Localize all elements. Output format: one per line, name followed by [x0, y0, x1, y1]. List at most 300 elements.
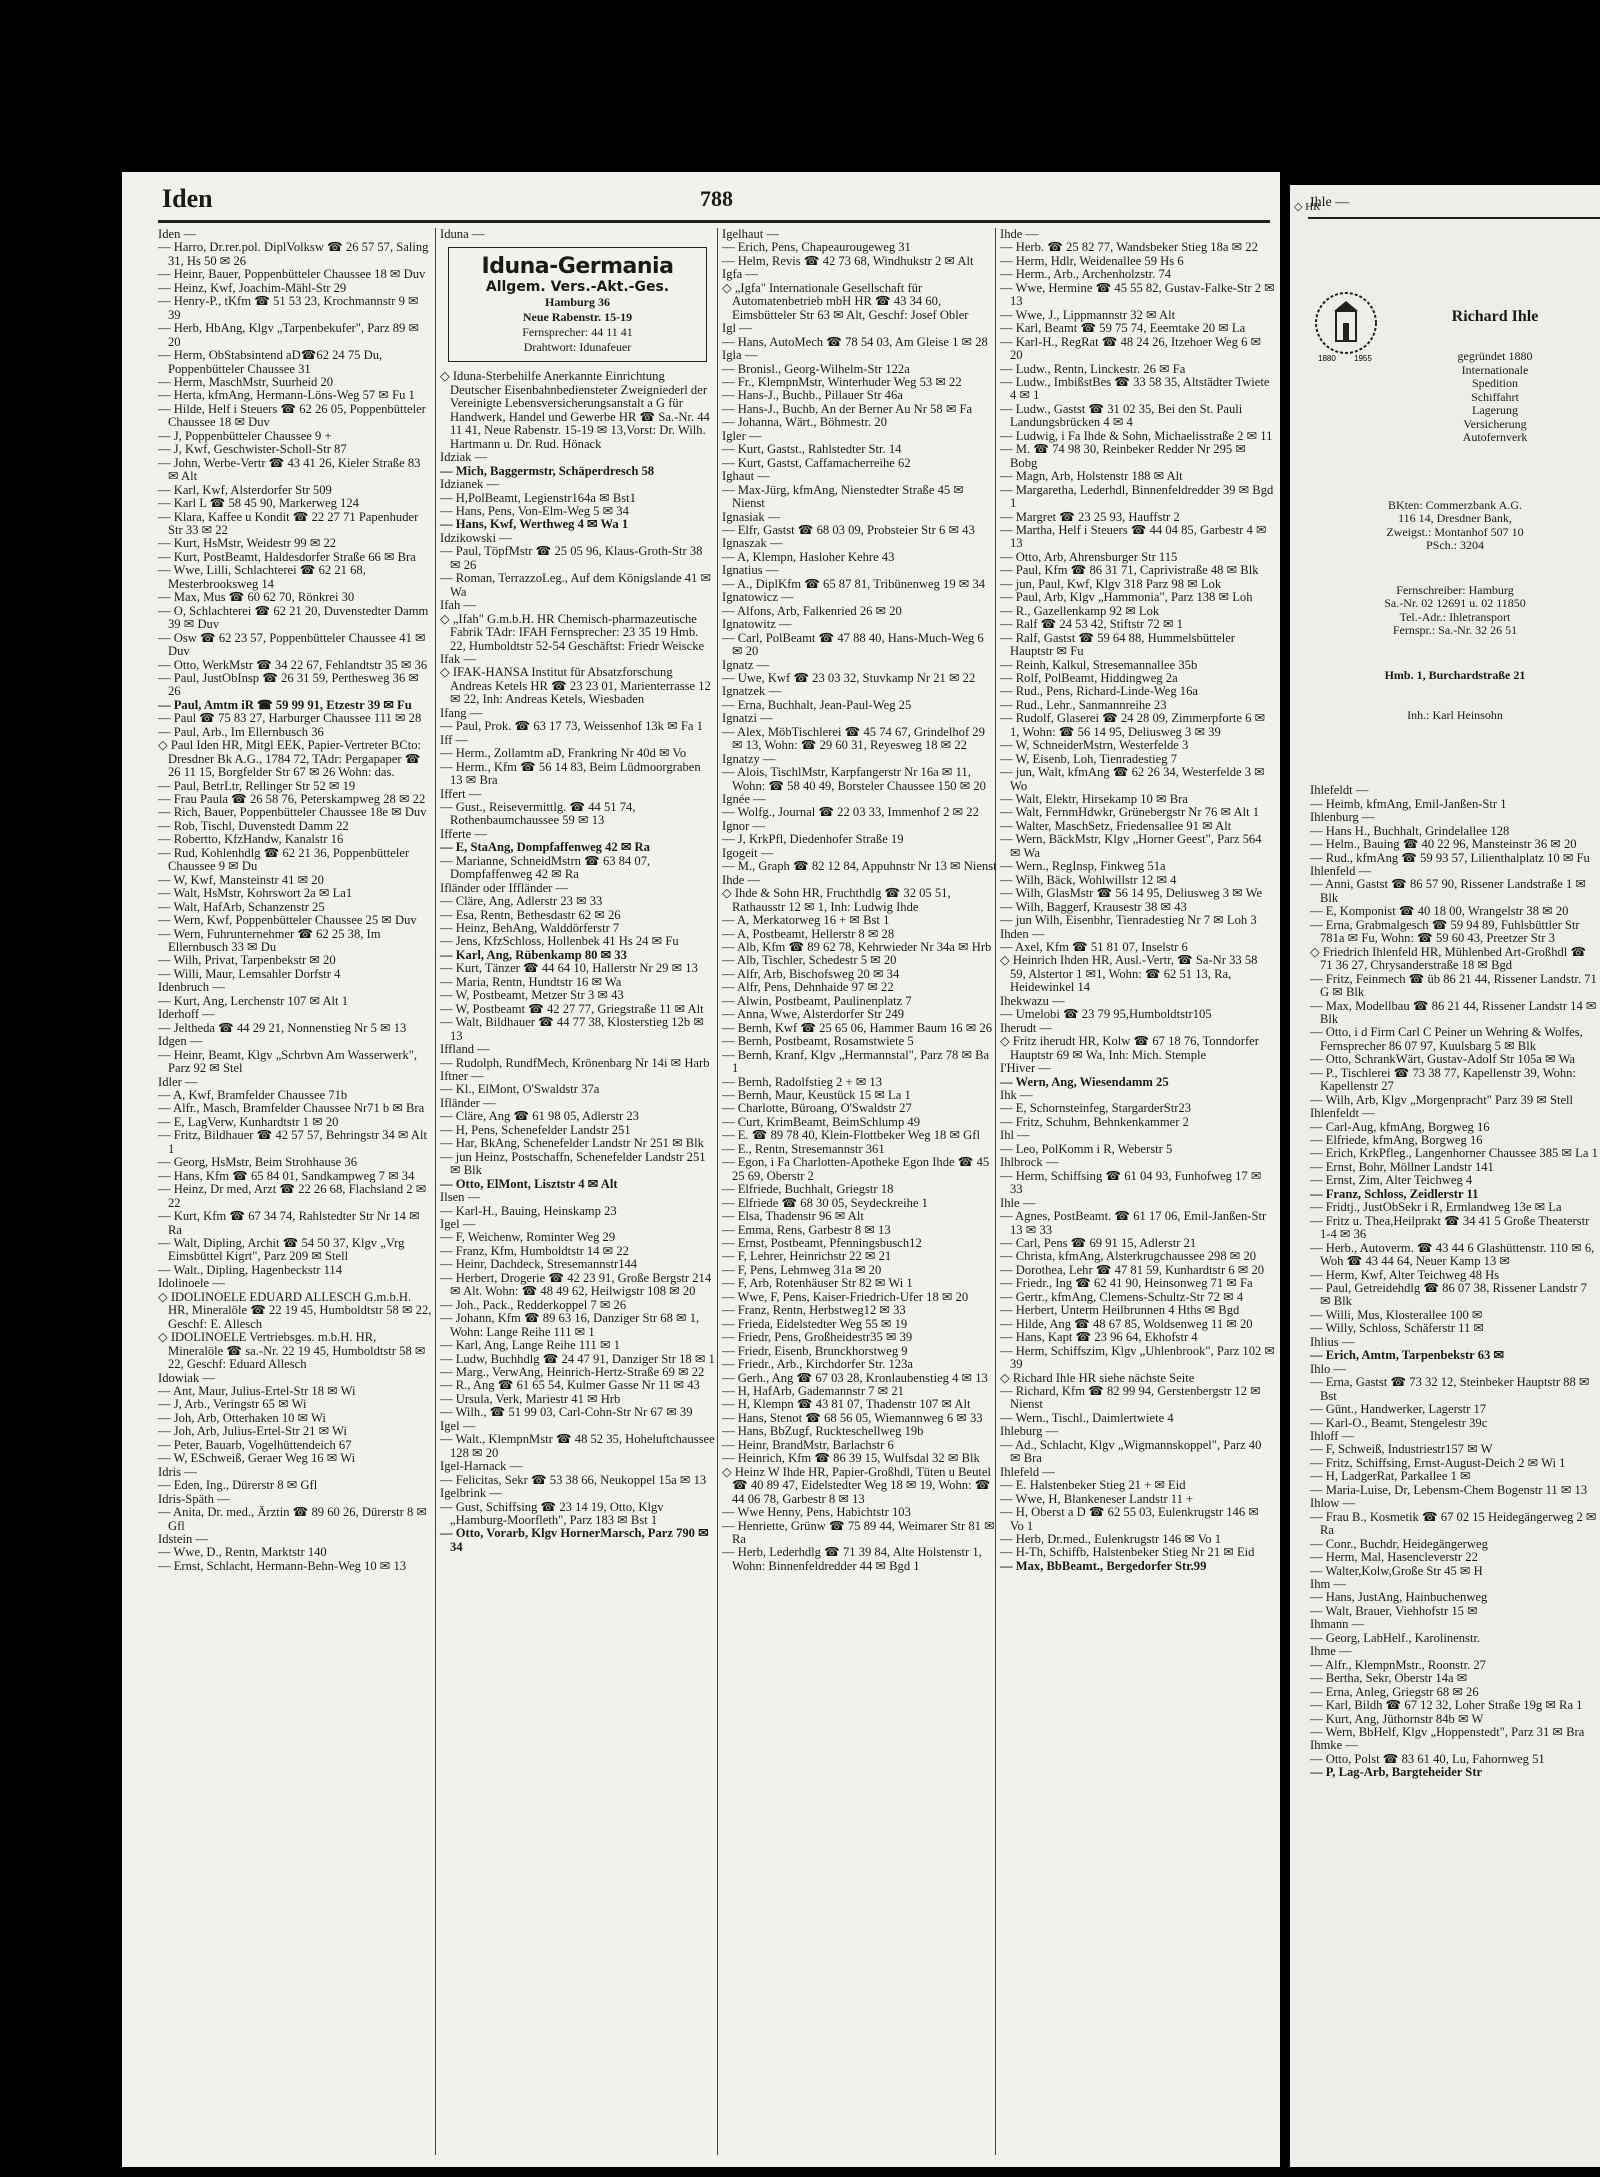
directory-entry: — Heinz, BehAng, Walddörferstr 7 — [440, 921, 620, 936]
directory-entry: — Frau Paula ☎ 26 58 76, Peterskampweg 28 ✉ 22 — [158, 792, 426, 807]
directory-entry: — R., Ang ☎ 61 65 54, Kulmer Gasse Nr 11 ✉ 43 — [440, 1378, 700, 1393]
directory-entry: — Rud., Lehr., Sanmannreihe 23 — [1000, 697, 1167, 712]
directory-entry: — Ludw., Rentn, Linckestr. 26 ✉ Fa — [1000, 361, 1186, 376]
surname-heading: Igla — — [722, 348, 758, 363]
directory-entry: — Ernst, Schlacht, Hermann-Behn-Weg 10 ✉ 13 — [158, 1558, 407, 1573]
directory-entry: — Kurt, PostBeamt, Haldesdorfer Straße 66 ✉ Bra — [158, 549, 416, 564]
directory-entry: — Rob, Tischl, Duvenstedt Damm 22 — [158, 818, 349, 833]
ad-line: Allgem. Vers.-Akt.-Ges. — [485, 279, 670, 296]
directory-entry: — A, Klempn, Hasloher Kehre 43 — [722, 549, 895, 564]
directory-entry: — Heinr, BrandMstr, Barlachstr 6 — [722, 1437, 894, 1452]
surname-heading: Igogeit — — [722, 845, 774, 860]
directory-entry: — Robertto, KfzHandw, Kanalstr 16 — [158, 832, 344, 847]
surname-heading: Ifah — — [440, 598, 477, 613]
directory-entry: — Heinr, Beamt, Klgv „Schrbvn Am Wasserwerk", Parz 92 ✉ Stel — [158, 1047, 421, 1076]
directory-entry: — Cläre, Ang ☎ 61 98 05, Adlerstr 23 — [440, 1109, 639, 1124]
directory-entry: — Alfr., Masch, Bramfelder Chaussee Nr71 b ✉ Bra — [158, 1101, 425, 1116]
directory-entry: — Umelobi ☎ 23 79 95,Humboldtstr105 — [1000, 1007, 1212, 1022]
directory-entry: — Wilh., ☎ 51 99 03, Carl-Cohn-Str Nr 67 ✉ 39 — [440, 1405, 693, 1420]
directory-entry: — Erich, Pens, Chapeaurougeweg 31 — [722, 240, 911, 255]
surname-heading: Ifländer — — [440, 1095, 496, 1110]
directory-entry: — Willi, Mus, Klosterallee 100 ✉ — [1310, 1307, 1483, 1322]
surname-heading: Idzianek — — [440, 477, 500, 492]
directory-entry: ◇ Paul Iden HR, Mitgl EEK, Papier-Vertreter BCto: Dresdner Bk A.G., 1784 72, TAdr: Pergapaper ☎ 26 11 15, Borgfelder Str 67 ✉ 26 Wohn: das. — [158, 738, 425, 780]
directory-entry: — Magn, Arb, Holstenstr 188 ✉ Alt — [1000, 469, 1183, 484]
surname-heading: Idenbruch — — [158, 980, 225, 995]
surname-heading: Iderhoff — — [158, 1007, 215, 1022]
directory-entry: — Paul, Arb., Im Ellernbusch 36 — [158, 724, 324, 739]
directory-entry: — Gust., Reisevermittlg. ☎ 44 51 74, Rothenbaumchaussee 59 ✉ 13 — [440, 799, 639, 828]
surname-heading: Iff — — [440, 732, 469, 747]
ad-text-line: Sa.-Nr. 02 12691 u. 02 11850 — [1384, 596, 1526, 611]
surname-heading: Ighaut — — [722, 469, 770, 484]
directory-entry: — Wolfg., Journal ☎ 22 03 33, Immenhof 2 ✉ 22 — [722, 805, 979, 820]
directory-entry: — Bernh, Postbeamt, Rosamstwiete 5 — [722, 1034, 914, 1049]
surname-heading: Idowiak — — [158, 1370, 216, 1385]
directory-entry: — Kurt, HsMstr, Weidestr 99 ✉ 22 — [158, 536, 337, 551]
directory-entry: — E, Komponist ☎ 40 18 00, Wrangelstr 38 ✉ 20 — [1310, 904, 1569, 919]
directory-entry: — F, Arb, Rotenhäuser Str 82 ✉ Wi 1 — [722, 1276, 913, 1291]
directory-entry: — Paul, Amtm iR ☎ 59 99 91, Etzestr 39 ✉ Fu — [158, 697, 412, 712]
directory-entry: — Elsa, Thadenstr 96 ✉ Alt — [722, 1209, 864, 1224]
directory-entry: — Ludw., Gastst ☎ 31 02 35, Bei den St. Pauli Landungsbrücken 4 ✉ 4 — [1000, 401, 1246, 430]
directory-entry: — Fr., KlempnMstr, Winterhuder Weg 53 ✉ 22 — [722, 374, 962, 389]
directory-entry: — Karl-O., Beamt, Stengelestr 39c — [1310, 1415, 1488, 1430]
surname-heading: Ilsen — — [440, 1190, 481, 1205]
directory-entry: — Wwe, J., Lippmannstr 32 ✉ Alt — [1000, 307, 1176, 322]
ad-text-line: BKten: Commerzbank A.G. — [1388, 497, 1522, 512]
directory-entry: — Bertha, Sekr, Oberstr 14a ✉ — [1310, 1671, 1468, 1686]
directory-entry: ◇ Iduna-Sterbehilfe Anerkannte Einrichtung Deutscher Eisenbahnbediensteter Zweigniederl der Vereinigte Lebensversicherungsanstalt a G für Handwerk, Handel und Gewerbe HR ☎ Sa.-Nr. 44 11 41, Neue Rabenstr. 15-19 ✉ 13,Vorst: Dr. Wilh. Hartmann u. Dr. Rud. Hönack — [440, 369, 713, 451]
directory-entry: — M., Graph ☎ 82 12 84, Appuhnstr Nr 13 ✉ Nienst — [722, 859, 997, 874]
directory-entry: — Heimb, kfmAng, Emil-Janßen-Str 1 — [1310, 796, 1507, 811]
ad-line: Neue Rabenstr. 15-19 — [522, 310, 633, 325]
surname-heading: Ihde — — [1000, 227, 1039, 241]
directory-entry: ◇ „Igfa" Internationale Gesellschaft für Automatenbetrieb mbH HR ☎ 43 34 60, Eimsbütteler Str 63 ✉ Alt, Geschf: Josef Obler — [722, 280, 969, 322]
directory-entry: — Alois, TischlMstr, Karpfangerstr Nr 16a ✉ 11, Wohn: ☎ 58 40 49, Borsteler Chaussee 150 ✉ 20 — [722, 765, 986, 793]
directory-entry: — Klara, Kaffee u Kondit ☎ 22 27 71 Papenhuder Str 33 ✉ 22 — [158, 509, 422, 537]
directory-entry: — Ernst, Bohr, Möllner Landstr 141 — [1310, 1159, 1494, 1174]
directory-entry: — Bernh, Radolfstieg 2 + ✉ 13 — [722, 1074, 883, 1089]
ad-company-name: Richard Ihle — [1451, 307, 1539, 325]
directory-entry: — Erich, Amtm, Tarpenbekstr 63 ✉ — [1310, 1348, 1504, 1363]
surname-heading: Igel — — [440, 1217, 476, 1231]
directory-entry: — F, Pens, Lehmweg 31a ✉ 20 — [722, 1262, 882, 1277]
directory-entry: — Elfriede, Buchhalt, Griegstr 18 — [722, 1182, 894, 1197]
directory-entry: — Eden, Ing., Dürerstr 8 ✉ Gfl — [158, 1478, 318, 1493]
directory-entry: — H, HafArb, Gademannstr 7 ✉ 21 — [722, 1383, 904, 1398]
directory-column-2 — [440, 227, 718, 2157]
ad-text-line: Spedition — [1471, 376, 1518, 391]
directory-entry: — M. ☎ 74 98 30, Reinbeker Redder Nr 295 ✉ Bobg — [1000, 442, 1250, 470]
surname-heading: Igel-Harnack — — [440, 1459, 523, 1474]
directory-entry: ◇ Heinrich Ihden HR, Ausl.-Vertr, ☎ Sa-Nr 33 58 59, Alstertor 1 ✉1, Wohn: ☎ 62 51 13, Ra, Heidewinkel 14 — [1000, 953, 1261, 995]
directory-entry: — Friedr., Arb., Kirchdorfer Str. 123a — [722, 1357, 913, 1372]
directory-entry: — H, LadgerRat, Parkallee 1 ✉ — [1310, 1469, 1471, 1484]
emblem-year-end: 1955 — [1354, 353, 1372, 363]
directory-entry: — Walt, Elektr, Hirsekamp 10 ✉ Bra — [1000, 792, 1188, 807]
surname-heading: Igl — — [722, 321, 752, 336]
directory-entry: — Gerh., Ang ☎ 67 03 28, Kronlaubenstieg 4 ✉ 13 — [722, 1370, 988, 1385]
directory-entry: — Kurt, Gastst., Rahlstedter Str. 14 — [722, 442, 902, 457]
directory-entry: — Agnes, PostBeamt. ☎ 61 17 06, Emil-Janßen-Str 13 ✉ 33 — [1000, 1209, 1270, 1237]
directory-entry: — Emma, Rens, Garbestr 8 ✉ 13 — [722, 1222, 891, 1237]
directory-entry: — Willi, Maur, Lemsahler Dorfstr 4 — [158, 966, 341, 981]
directory-entry: — Alfons, Arb, Falkenried 26 ✉ 20 — [722, 603, 902, 618]
surname-heading: Igel — — [440, 1418, 476, 1433]
directory-entry: — Reinh, Kalkul, Stresemannallee 35b — [1000, 657, 1198, 672]
directory-entry: — Henry-P., tKfm ☎ 51 53 23, Krochmannstr 9 ✉ 39 — [158, 294, 422, 322]
directory-entry: — A, Kwf, Bramfelder Chaussee 71b — [158, 1088, 348, 1102]
ad-text-line: gegründet 1880 — [1457, 349, 1533, 364]
directory-entry: — Alfr, Pens, Dehnhaide 97 ✉ 22 — [722, 980, 894, 995]
directory-entry: — Ralf ☎ 24 53 42, Stiftstr 72 ✉ 1 — [1000, 617, 1183, 632]
surname-heading: Igelhaut — — [722, 227, 780, 241]
directory-entry: — Hans H., Buchhalt, Grindelallee 128 — [1310, 823, 1510, 838]
surname-heading: Ifländer oder Iffländer — — [440, 880, 569, 895]
directory-entry: — Axel, Kfm ☎ 51 81 07, Inselstr 6 — [1000, 940, 1188, 955]
surname-heading: Ifak — — [440, 651, 477, 666]
directory-entry: — Joh, Arb, Julius-Ertel-Str 21 ✉ Wi — [158, 1424, 347, 1439]
directory-entry: — John, Werbe-Vertr ☎ 43 41 26, Kieler Straße 83 ✉ Alt — [158, 455, 424, 484]
directory-entry: — Gust, Schiffsing ☎ 23 14 19, Otto, Klgv „Hamburg-Moorfleth", Parz 183 ✉ Bst 1 — [440, 1499, 667, 1527]
directory-entry: — Alex, MöbTischlerei ☎ 45 74 67, Grindelhof 29 ✉ 13, Wohn: ☎ 29 60 31, Reyesweg 18 ✉ 22 — [722, 724, 989, 753]
directory-entry: ◇ IDOLINOELE EDUARD ALLESCH G.m.b.H. HR, Mineralöle ☎ 22 19 45, Humboldtstr 58 ✉ 22, Geschf: E. Allesch — [158, 1289, 435, 1331]
directory-entry: — Marianne, SchneidMstrn ☎ 63 84 07, Dompfaffenweg 42 ✉ Ra — [440, 853, 654, 882]
surname-heading: Ihlefeld — — [1000, 1464, 1055, 1479]
surname-heading: Ihlenburg — — [1310, 810, 1375, 825]
surname-heading: Idler — — [158, 1074, 198, 1089]
directory-entry: — Ernst, Postbeamt, Pfenningsbusch12 — [722, 1235, 922, 1250]
directory-entry: ◇ Fritz iherudt HR, Kolw ☎ 67 18 76, Tonndorfer Hauptstr 69 ✉ Wa, Inh: Mich. Stemple — [1000, 1034, 1263, 1062]
directory-entry: — Egon, i Fa Charlotten-Apotheke Egon Ihde ☎ 45 25 69, Oberstr 2 — [722, 1155, 993, 1183]
directory-entry: — Fritz, Bildhauer ☎ 42 57 57, Behringstr 34 ✉ Alt 1 — [158, 1128, 431, 1156]
surname-heading: Ignée — — [722, 792, 766, 807]
ad-text-line: Fernschreiber: Hamburg — [1396, 582, 1514, 597]
directory-entry: — Wern, Ang, Wiesendamm 25 — [1000, 1074, 1169, 1089]
surname-heading: Ihm — — [1310, 1576, 1347, 1591]
directory-entry: — Hans, AutoMech ☎ 78 54 03, Am Gleise 1 ✉ 28 — [722, 334, 988, 349]
directory-entry: — Otto, i d Firm Carl C Peiner un Wehring & Wolfes, Fernsprecher 86 07 97, Kuulsbarg 5 ✉ Blk — [1310, 1025, 1586, 1053]
surname-heading: Ihlow — — [1310, 1496, 1356, 1511]
directory-entry: — W, Kwf, Mansteinstr 41 ✉ 20 — [158, 872, 324, 887]
surname-heading: Igler — — [722, 428, 762, 443]
directory-entry: — Herm, Hdlr, Weidenallee 59 Hs 6 — [1000, 253, 1184, 268]
directory-entry: — Karl, Kwf, Alsterdorfer Str 509 — [158, 482, 332, 497]
directory-entry: — Kl., ElMont, O'Swaldstr 37a — [440, 1082, 600, 1097]
directory-entry: — Charlotte, Büroang, O'Swaldstr 27 — [722, 1101, 912, 1116]
directory-entry: — Otto, Polst ☎ 83 61 40, Lu, Fahornweg 51 — [1310, 1751, 1545, 1766]
directory-entry: — Willy, Schloss, Schäferstr 11 ✉ — [1310, 1321, 1484, 1336]
directory-entry: — Franz, Schloss, Zeidlerstr 11 — [1310, 1186, 1479, 1201]
directory-entry: — Karl, Ang, Lange Reihe 111 ✉ 1 — [440, 1338, 620, 1353]
directory-entry: — Martha, Helf i Steuers ☎ 44 04 85, Garbestr 4 ✉ 13 — [1000, 522, 1270, 551]
ad-text-line: 116 14, Dresdner Bank, — [1398, 511, 1512, 526]
directory-entry: — A, Merkatorweg 16 + ✉ Bst 1 — [722, 913, 890, 928]
directory-entry: — Karl, Beamt ☎ 59 75 74, Eeemtake 20 ✉ La — [1000, 321, 1246, 336]
ad-line: Hamburg 36 — [544, 295, 610, 310]
surname-heading: Iherudt — — [1000, 1020, 1053, 1035]
directory-entry: — P., Tischlerei ☎ 73 38 77, Kapellenstr 39, Wohn: Kapellenstr 27 — [1310, 1065, 1580, 1094]
directory-entry: — Wern, BäckMstr, Klgv „Horner Geest", Parz 564 ✉ Wa — [1000, 832, 1265, 860]
directory-entry: — Elfriede, kfmAng, Borgweg 16 — [1310, 1133, 1483, 1148]
surname-heading: Ihlo — — [1310, 1361, 1347, 1376]
directory-entry: — Rudolf, Glaserei ☎ 24 28 09, Zimmerpforte 6 ✉ 1, Wohn: ☎ 56 14 95, Deliusweg 3 ✉ 39 — [1000, 711, 1269, 739]
directory-entry: — W, Eisenb, Loh, Tienradestieg 7 — [1000, 751, 1178, 766]
directory-entry: — Rud., kfmAng ☎ 59 93 57, Lilienthalplatz 10 ✉ Fu — [1310, 850, 1590, 865]
surname-heading: Ihde — — [722, 872, 761, 887]
directory-entry: — Bernh, Kwf ☎ 25 65 06, Hammer Baum 16 ✉ 26 — [722, 1020, 993, 1035]
directory-entry: — Dorothea, Lehr ☎ 47 81 59, Kunhardtstr 6 ✉ 20 — [1000, 1262, 1265, 1277]
directory-entry: — Ludw., ImbißstBes ☎ 33 58 35, Altstädter Twiete 4 ✉ 1 — [1000, 374, 1273, 403]
directory-entry: — F, Lehrer, Heinrichstr 22 ✉ 21 — [722, 1249, 892, 1264]
directory-page — [122, 172, 1280, 2167]
directory-entry: — Fritz, Schuhm, Behnkenkammer 2 — [1000, 1114, 1189, 1129]
directory-entry: — Wwe, D., Rentn, Marktstr 140 — [158, 1545, 327, 1560]
directory-entry: — Bernh, Kranf, Klgv „Hermannstal", Parz 78 ✉ Ba 1 — [722, 1047, 993, 1076]
directory-entry: — Paul, BetrLtr, Rellinger Str 52 ✉ 19 — [158, 778, 356, 793]
directory-entry: — Ad., Schlacht, Klgv „Wigmannskoppel", Parz 40 ✉ Bra — [1000, 1437, 1265, 1466]
directory-entry: — Peter, Bauarb, Vogelhüttendeich 67 — [158, 1437, 352, 1452]
directory-entry: — Max, BbBeamt., Bergedorfer Str.99 — [1000, 1558, 1207, 1573]
directory-entry: — Jens, KfzSchloss, Hollenbek 41 Hs 24 ✉ Fu — [440, 934, 679, 949]
directory-entry: — W, SchneiderMstrn, Westerfelde 3 — [1000, 738, 1189, 753]
directory-entry: ◇ Richard Ihle HR siehe nächste Seite — [1000, 1370, 1195, 1385]
directory-entry: — Carl-Aug, kfmAng, Borgweg 16 — [1310, 1119, 1490, 1134]
surname-heading: Ihlefeldt — — [1310, 783, 1369, 798]
directory-entry: — Wilh, Bäck, Wohlwillstr 12 ✉ 4 — [1000, 872, 1177, 887]
directory-entry: — Ant, Maur, Julius-Ertel-Str 18 ✉ Wi — [158, 1383, 356, 1398]
directory-entry: — Ludw, Buchhdlg ☎ 24 47 91, Danziger Str 18 ✉ 1 — [440, 1351, 715, 1366]
directory-entry: — Max-Jürg, kfmAng, Nienstedter Straße 45 ✉ Nienst — [722, 482, 968, 511]
directory-entry: — Kurt, Kfm ☎ 67 34 74, Rahlstedter Str Nr 14 ✉ Ra — [158, 1209, 423, 1237]
page-header-keyword: Iden — [162, 184, 213, 213]
surname-heading: Idolinoele — — [158, 1276, 225, 1291]
surname-heading: Ihle — — [1000, 1195, 1036, 1210]
directory-entry: — Rud., Pens, Richard-Linde-Weg 16a — [1000, 684, 1198, 699]
directory-entry: — jun Wilh, Eisenbhr, Tienradestieg Nr 7 ✉ Loh 3 — [1000, 913, 1257, 928]
surname-heading: Igelbrink — — [440, 1486, 502, 1501]
directory-entry: — W, Postbeamt ☎ 42 27 77, Griegstraße 11 ✉ Alt — [440, 1001, 704, 1016]
directory-entry: — Herbert, Unterm Heilbrunnen 4 Hths ✉ Bgd — [1000, 1303, 1240, 1318]
directory-entry: — Walt, HsMstr, Kohrswort 2a ✉ La1 — [158, 886, 353, 901]
ad-line: Fernsprecher: 44 11 41 — [522, 325, 633, 340]
surname-heading: Ignatowicz — — [722, 590, 794, 605]
directory-entry: — Hans-J., Buchb., Pillauer Str 46a — [722, 388, 903, 403]
directory-entry: — Herm, Schiffszim, Klgv „Uhlenbrook", Parz 102 ✉ 39 — [1000, 1343, 1279, 1372]
directory-entry: — Friedr., Ing ☎ 62 41 90, Heinsonweg 71 ✉ Fa — [1000, 1276, 1253, 1291]
ad-text-line: Fernspr.: Sa.-Nr. 32 26 51 — [1392, 623, 1518, 638]
directory-entry: — Osw ☎ 62 23 57, Poppenbütteler Chaussee 41 ✉ Duv — [158, 630, 429, 659]
surname-heading: Ifferte — — [440, 826, 487, 841]
directory-entry: — Walter,Kolw,Große Str 45 ✉ H — [1310, 1563, 1483, 1578]
directory-entry: — Cläre, Ang, Adlerstr 23 ✉ 33 — [440, 894, 603, 909]
surname-heading: Iffland — — [440, 1042, 490, 1057]
directory-entry: — Alwin, Postbeamt, Paulinenplatz 7 — [722, 993, 912, 1008]
directory-entry: — Hans, Kapt ☎ 23 96 64, Ekhofstr 4 — [1000, 1330, 1198, 1345]
surname-heading: Ihlius — — [1310, 1334, 1355, 1349]
surname-heading: Ihlenfeld — — [1310, 863, 1372, 878]
directory-entry: — Christa, kfmAng, Alsterkrugchaussee 298 ✉ 20 — [1000, 1249, 1257, 1264]
directory-entry: — E, Schornsteinfeg, StargarderStr23 — [1000, 1101, 1192, 1116]
header-rule — [1308, 217, 1600, 219]
directory-entry: — Har, BkAng, Schenefelder Landstr Nr 251 ✉ Blk — [440, 1136, 704, 1151]
directory-entry: — E. Halstenbeker Stieg 21 + ✉ Eid — [1000, 1478, 1186, 1493]
directory-entry: — Erich, KrkPfleg., Langenhorner Chaussee 385 ✉ La 1 — [1310, 1146, 1598, 1161]
directory-entry: — F, Weichenw, Rominter Weg 29 — [440, 1230, 616, 1245]
directory-entry: — Fridtj., JustObSekr i R, Ermlandweg 13e ✉ La — [1310, 1200, 1562, 1215]
surname-heading: Ihlbrock — — [1000, 1155, 1059, 1170]
surname-heading: Ihekwazu — — [1000, 993, 1065, 1008]
directory-entry: — Esa, Rentn, Bethesdastr 62 ✉ 26 — [440, 907, 621, 922]
directory-entry: — Rich, Bauer, Poppenbütteler Chaussee 18e ✉ Duv — [158, 805, 427, 820]
directory-entry: — Wern., RegInsp, Finkweg 51a — [1000, 859, 1166, 874]
directory-entry: — Hans, Pens, Von-Elm-Weg 5 ✉ 34 — [440, 503, 629, 518]
directory-entry: — E. ☎ 89 78 40, Klein-Flottbeker Weg 18 ✉ Gfl — [722, 1128, 980, 1143]
directory-entry: — W, ESchweiß, Geraer Weg 16 ✉ Wi — [158, 1451, 356, 1466]
directory-entry: — Conr., Buchdr, Heidegängerweg — [1310, 1536, 1488, 1551]
ad-text-line: Versicherung — [1463, 416, 1527, 431]
iduna-advertisement — [448, 247, 707, 362]
ad-address: Hmb. 1, Burchardstraße 21 — [1384, 667, 1526, 682]
directory-entry: — Anni, Gastst ☎ 86 57 90, Rissener Landstraße 1 ✉ Blk — [1310, 877, 1590, 905]
directory-entry: — Wwe, Hermine ☎ 45 55 82, Gustav-Falke-Str 2 ✉ 13 — [1000, 280, 1278, 309]
directory-entry: — P, Lag-Arb, Bargteheider Str — [1310, 1765, 1483, 1780]
directory-entry: — Wilh, GlasMstr ☎ 56 14 95, Deliusweg 3 ✉ We — [1000, 886, 1263, 901]
directory-entry: — Herb, HbAng, Klgv „Tarpenbekufer", Parz 89 ✉ 20 — [158, 321, 423, 349]
surname-heading: Idris-Späth — — [158, 1491, 230, 1506]
directory-entry: — Heinz, Kwf, Joachim-Mähl-Str 29 — [158, 280, 347, 295]
directory-entry: — Herb. ☎ 25 82 77, Wandsbeker Stieg 18a ✉ 22 — [1000, 240, 1258, 255]
directory-entry: — Paul, Arb, Klgv „Hammonia", Parz 138 ✉ Loh — [1000, 590, 1253, 605]
surname-heading: Ignaszak — — [722, 536, 783, 551]
directory-entry: — Otto, WerkMstr ☎ 34 22 67, Fehlandtstr 35 ✉ 36 — [158, 657, 428, 672]
directory-entry: — Karl, Ang, Rübenkamp 80 ✉ 33 — [440, 947, 627, 962]
directory-entry: — Paul ☎ 75 83 27, Harburger Chaussee 111 ✉ 28 — [158, 711, 422, 726]
surname-heading: Ihleburg — — [1000, 1424, 1059, 1439]
directory-entry: — Walt., KlempnMstr ☎ 48 52 35, Hoheluftchaussee 128 ✉ 20 — [440, 1432, 718, 1460]
ad-contact-details — [1310, 584, 1600, 638]
directory-entry: — Paul, Prok. ☎ 63 17 73, Weissenhof 13k ✉ Fa 1 — [440, 719, 703, 734]
directory-entry: — Carl, PolBeamt ☎ 47 88 40, Hans-Much-Weg 6 ✉ 20 — [722, 630, 987, 659]
directory-entry: — Anita, Dr. med., Ärztin ☎ 89 60 26, Dürerstr 8 ✉ Gfl — [158, 1505, 431, 1533]
directory-entry: — Helm, Revis ☎ 42 73 68, Windhukstr 2 ✉ Alt — [722, 253, 974, 268]
column-divider — [435, 228, 436, 2155]
company-emblem-icon — [1310, 283, 1382, 371]
directory-entry: — Helm., Bauing ☎ 40 22 96, Mansteinstr 36 ✉ 20 — [1310, 837, 1577, 852]
directory-entry: — Hans-J., Buchb, An der Berner Au Nr 58 ✉ Fa — [722, 401, 973, 416]
directory-entry: — Harro, Dr.rer.pol. DiplVolksw ☎ 26 57 57, Saling 31, Hs 50 ✉ 26 — [158, 240, 432, 268]
directory-entry: — Ursula, Verk, Mariestr 41 ✉ Hrb — [440, 1391, 621, 1406]
directory-entry: — Georg, LabHelf., Karolinenstr. — [1310, 1630, 1481, 1645]
directory-entry: — Herb, Dr.med., Eulenkrugstr 146 ✉ Vo 1 — [1000, 1531, 1222, 1546]
ad-line: Iduna-Germania — [481, 254, 674, 280]
directory-entry: — Gertr., kfmAng, Clemens-Schultz-Str 72 ✉ 4 — [1000, 1289, 1244, 1304]
ad-text-line: Lagerung — [1472, 403, 1518, 418]
directory-entry: — Heinrich, Kfm ☎ 86 39 15, Wulfsdal 32 ✉ Blk — [722, 1451, 980, 1466]
directory-entry: — Anna, Wwe, Alsterdorfer Str 249 — [722, 1007, 904, 1022]
directory-entry: — Roman, TerrazzoLeg., Auf dem Königslande 41 ✉ Wa — [440, 571, 714, 599]
directory-entry: — Alb, Kfm ☎ 89 62 78, Kehrwieder Nr 34a ✉ Hrb — [722, 940, 992, 955]
directory-entry: — Herm., Arb., Archenholzstr. 74 — [1000, 267, 1172, 282]
directory-entry: — Herm, ObStabsintend aD☎62 24 75 Du, Poppenbütteler Chaussee 31 — [158, 348, 386, 376]
directory-column-4 — [1000, 227, 1279, 2157]
right-page-column — [1310, 225, 1600, 2157]
surname-heading: Ignatzy — — [722, 751, 776, 766]
surname-heading: Ifang — — [440, 705, 483, 720]
surname-heading: Iftner — — [440, 1069, 484, 1084]
directory-entry: — Heinz, Dr med, Arzt ☎ 22 26 68, Flachsland 2 ✉ 22 — [158, 1182, 430, 1210]
directory-entry: ◇ Ihde & Sohn HR, Fruchthdlg ☎ 32 05 51, Rathausstr 12 ✉ 1, Inh: Ludwig Ihde — [722, 886, 954, 914]
directory-entry: — Curt, KrimBeamt, BeimSchlump 49 — [722, 1114, 920, 1129]
directory-entry: — Fritz, Feinmech ☎ üb 86 21 44, Rissener Landstr. 71 G ✉ Blk — [1310, 971, 1600, 1000]
directory-entry: — Marg., VerwAng, Heinrich-Hertz-Straße 69 ✉ 22 — [440, 1364, 705, 1379]
directory-entry: — Paul, TöpfMstr ☎ 25 05 96, Klaus-Groth-Str 38 ✉ 26 — [440, 544, 706, 572]
surname-heading: Idzikowski — — [440, 530, 512, 545]
surname-heading: Ignatowitz — — [722, 617, 792, 632]
ad-services — [1390, 350, 1600, 445]
surname-heading: Iden — — [158, 227, 197, 241]
ad-text-line: Autofernverk — [1462, 430, 1528, 445]
directory-entry: — Franz, Rentn, Herbstweg12 ✉ 33 — [722, 1303, 906, 1318]
directory-entry: — Georg, HsMstr, Beim Strohhause 36 — [158, 1155, 358, 1170]
directory-entry: — Karl-H., Bauing, Heinskamp 23 — [440, 1203, 617, 1218]
surname-heading: Ihlenfeldt — — [1310, 1106, 1375, 1121]
directory-entry: — Karl L ☎ 58 45 90, Markerweg 124 — [158, 496, 359, 511]
directory-entry: — Herta, kfmAng, Hermann-Löns-Weg 57 ✉ Fu 1 — [158, 388, 415, 403]
directory-entry: — Wilh, Privat, Tarpenbekstr ✉ 20 — [158, 953, 336, 968]
directory-entry: — Wwe, F, Pens, Kaiser-Friedrich-Ufer 18 ✉ 20 — [722, 1289, 969, 1304]
directory-entry: — Max, Mus ☎ 60 62 70, Rönkrei 30 — [158, 590, 355, 605]
directory-entry: — Walt., Dipling, Hagenbeckstr 114 — [158, 1262, 343, 1277]
ad-owner: Inh.: Karl Heinsohn — [1407, 707, 1503, 722]
directory-entry: — Kurt, Ang, Jüthornstr 84b ✉ W — [1310, 1711, 1484, 1726]
directory-entry: — Ernst, Zim, Alter Teichweg 4 — [1310, 1173, 1473, 1188]
directory-entry: — Wilh, Baggerf, Krausestr 38 ✉ 43 — [1000, 899, 1187, 914]
directory-entry: — jun Heinz, Postschaffn, Schenefelder Landstr 251 ✉ Blk — [440, 1149, 709, 1178]
surname-heading: Ignasiak — — [722, 509, 781, 524]
directory-entry: — Frau B., Kosmetik ☎ 67 02 15 Heidegängerweg 2 ✉ Ra — [1310, 1509, 1600, 1538]
surname-heading: Ihden — — [1000, 926, 1045, 941]
ad-text-line: Internationale — [1461, 362, 1529, 377]
directory-entry: — Elfriede ☎ 68 30 05, Seydeckreihe 1 — [722, 1195, 928, 1210]
hr-mark: ◇ HR — [1294, 201, 1321, 213]
directory-entry: — Otto, SchrankWärt, Gustav-Adolf Str 105a ✉ Wa — [1310, 1052, 1575, 1067]
surname-heading: Idris — — [158, 1464, 197, 1479]
directory-entry: — Heinr, Bauer, Poppenbütteler Chaussee 18 ✉ Duv — [158, 267, 426, 282]
directory-entry: — Rud, Kohlenhdlg ☎ 62 21 36, Poppenbütteler Chaussee 9 ✉ Du — [158, 845, 413, 874]
directory-entry: — J, Arb., Veringstr 65 ✉ Wi — [158, 1397, 307, 1412]
directory-entry: — E, LagVerw, Kunhardtstr 1 ✉ 20 — [158, 1114, 339, 1129]
directory-entry: — Jeltheda ☎ 44 29 21, Nonnenstieg Nr 5 ✉ 13 — [158, 1020, 407, 1035]
surname-heading: Idstein — — [158, 1531, 209, 1546]
directory-entry: — Henriette, Grünw ☎ 75 89 44, Weimarer Str 81 ✉ Ra — [722, 1518, 998, 1546]
surname-heading: Igfa — — [722, 267, 759, 282]
directory-entry: — Johann, Kfm ☎ 89 63 16, Danziger Str 68 ✉ 1, Wohn: Lange Reihe 111 ✉ 1 — [440, 1311, 703, 1339]
right-page-header: Ihle — — [1310, 195, 1350, 210]
ad-text-line: PSch.: 3204 — [1425, 538, 1484, 553]
ad-text-line: Schiffahrt — [1471, 389, 1519, 404]
directory-entry: — J, Poppenbütteler Chaussee 9 + — [158, 428, 332, 443]
ad-text-line: Tel.-Adr.: Ihletransport — [1399, 609, 1511, 624]
directory-entry: — Hilde, Helf i Steuers ☎ 62 26 05, Poppenbütteler Chaussee 18 ✉ Duv — [158, 401, 430, 430]
directory-entry: — Friedr, Eisenb, Brunckhorstweg 9 — [722, 1343, 908, 1358]
directory-entry: — Paul, Kfm ☎ 86 31 71, Caprivistraße 48 ✉ Blk — [1000, 563, 1259, 578]
directory-entry: — Kurt, Gastst, Caffamacherreihe 62 — [722, 455, 911, 470]
directory-entry: — Franz, Kfm, Humboldtstr 14 ✉ 22 — [440, 1243, 629, 1258]
directory-entry: — O, Schlachterei ☎ 62 21 20, Duvenstedter Damm 39 ✉ Duv — [158, 603, 432, 632]
directory-entry: — Herm, Kwf, Alter Teichweg 48 Hs — [1310, 1267, 1500, 1282]
